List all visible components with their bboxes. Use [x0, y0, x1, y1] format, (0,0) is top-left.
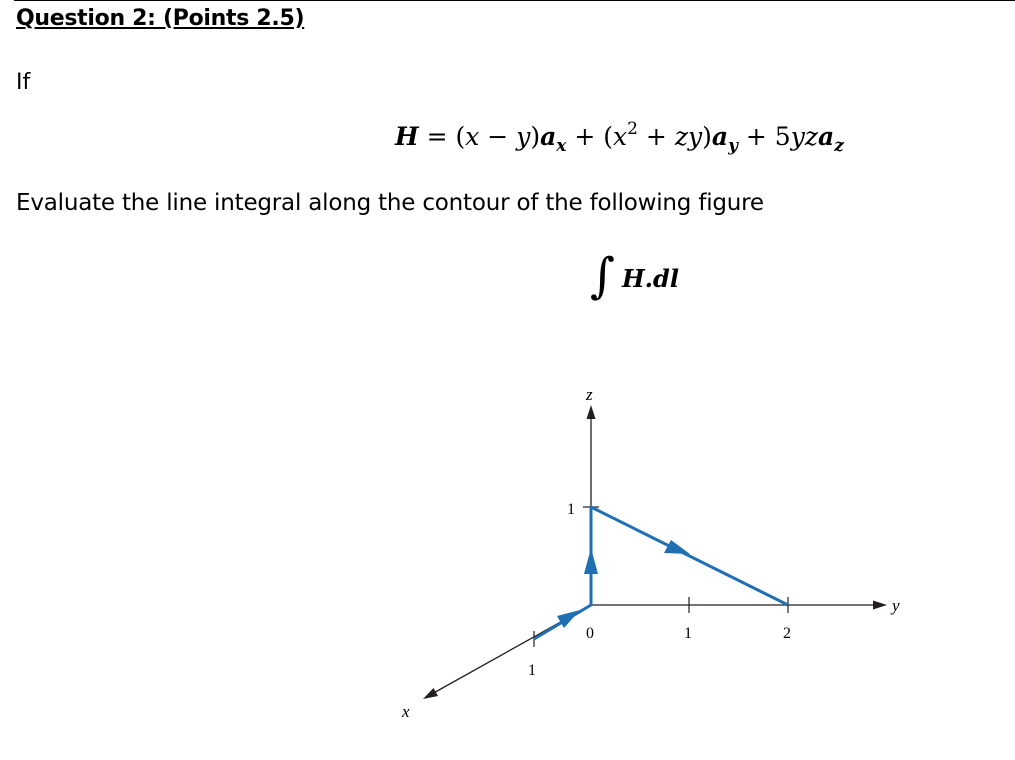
unit-vector-ay: a [711, 122, 729, 151]
eq-part: x [465, 122, 480, 151]
y-axis-arrow-icon [873, 601, 887, 610]
eq-part: + [637, 122, 675, 151]
eq-part: yz [790, 122, 819, 151]
eq-part: zy [674, 122, 703, 151]
z-tick-label-1: 1 [567, 501, 575, 518]
y-axis-label: y [892, 596, 900, 615]
if-label: If [16, 70, 31, 95]
unit-vector-ax: a [540, 122, 557, 151]
x-axis-label: x [402, 702, 410, 721]
contour-arrow-icon [584, 548, 598, 574]
eq-part: + ( [566, 122, 614, 151]
y-tick-label-2: 2 [783, 625, 791, 642]
eq-part: x [613, 122, 628, 151]
eq-exponent: 2 [627, 119, 638, 139]
contour-arrow-icon [664, 540, 690, 554]
integral-body: H.dl [622, 264, 679, 293]
unit-vector-az-sub: z [834, 136, 844, 156]
integral-sign-icon: ∫ [590, 248, 616, 304]
z-axis-arrow-icon [587, 405, 596, 419]
unit-vector-ay-sub: y [728, 136, 738, 156]
y-tick-label-1: 1 [684, 625, 692, 642]
contour-path [534, 507, 788, 639]
eq-part: + 5 [737, 122, 791, 151]
instruction-text: Evaluate the line integral along the contour of the following figure [16, 190, 764, 216]
contour-arrow-icon [557, 610, 580, 628]
x-tick-label-1: 1 [528, 662, 536, 679]
unit-vector-ax-sub: x [556, 136, 567, 156]
eq-lhs: H [395, 122, 419, 151]
z-axis-label: z [586, 385, 593, 404]
eq-part: − [479, 122, 517, 151]
eq-part: ) [530, 122, 541, 151]
question-title: Question 2: (Points 2.5) [16, 6, 305, 31]
eq-part: y [516, 122, 531, 151]
eq-part: = ( [418, 122, 466, 151]
eq-part: ) [702, 122, 712, 151]
unit-vector-az: a [818, 122, 835, 151]
x-axis-arrow-icon [423, 688, 438, 699]
origin-label: 0 [586, 625, 594, 642]
